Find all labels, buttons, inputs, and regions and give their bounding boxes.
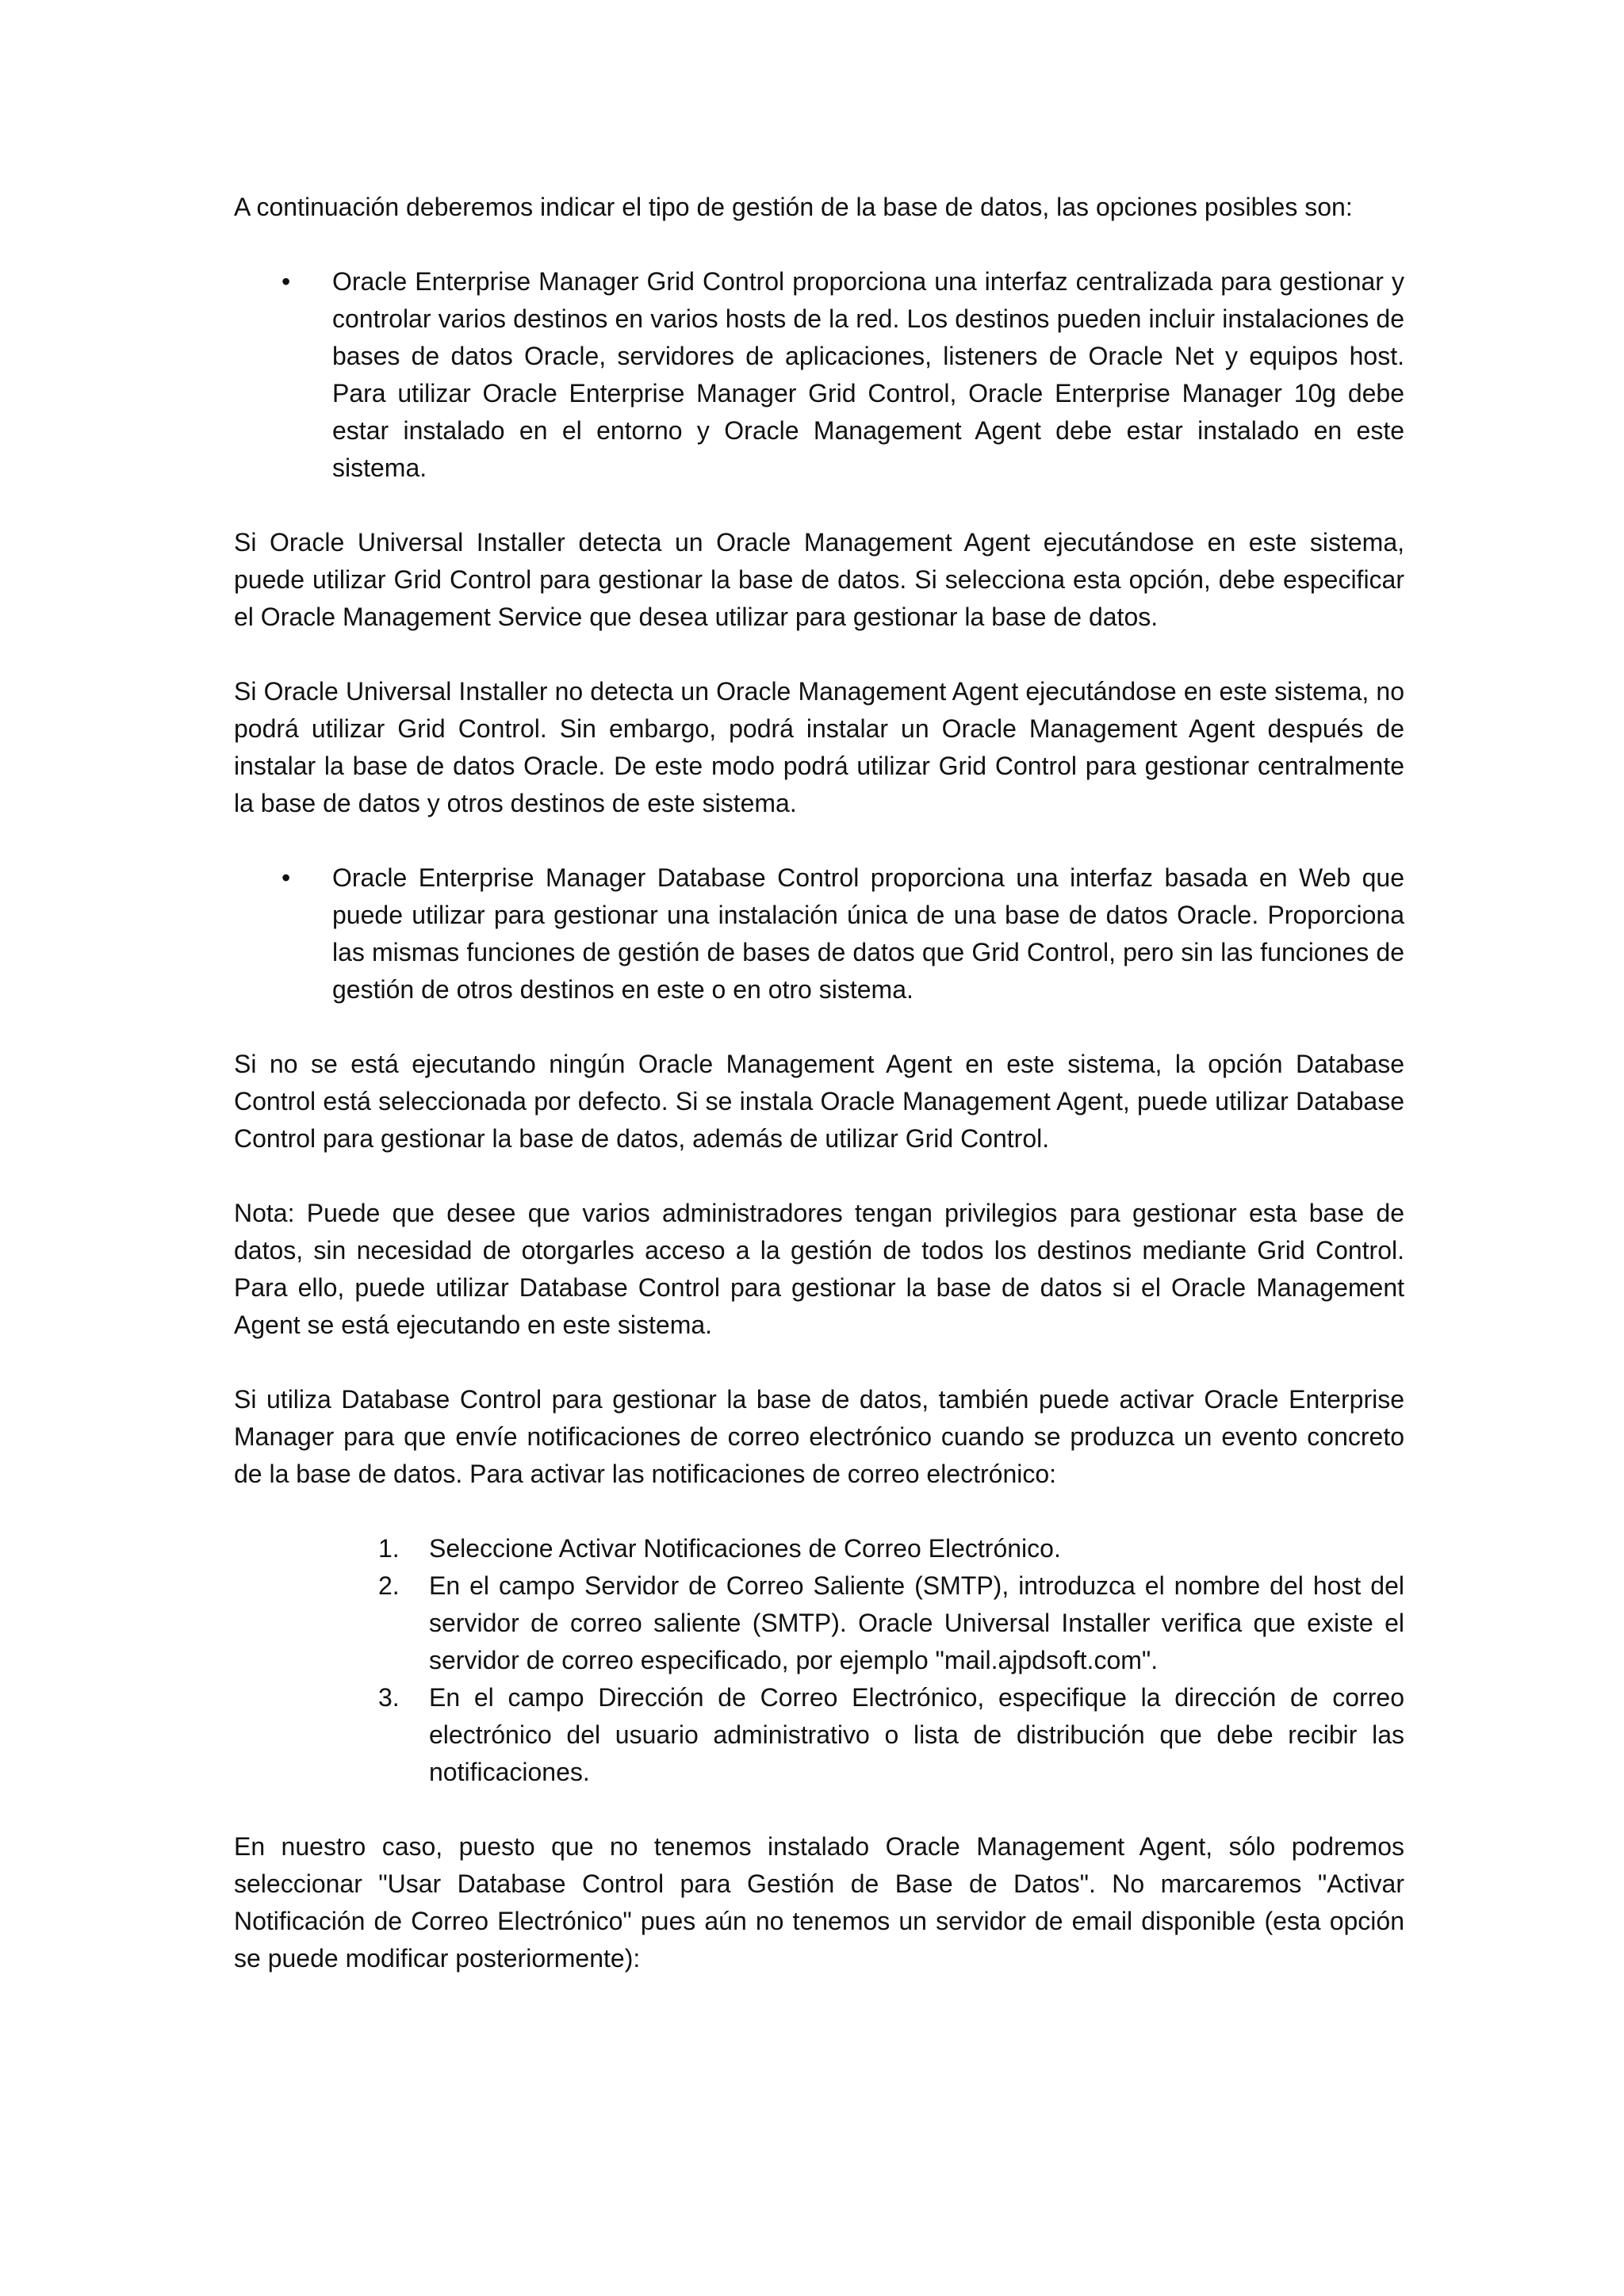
paragraph-agent-detected: Si Oracle Universal Installer detecta un Oracle Management Agent ejecutándose en este sistema, puede utilizar Grid Control para gestionar la base de datos. Si selecciona esta opción, debe especificar el Oracle Management Service que desea utilizar para gestionar la base de datos. xyxy=(234,528,1404,631)
bullet-marker: • xyxy=(282,267,291,296)
list-item xyxy=(378,1679,1404,1791)
list-item-grid-control xyxy=(282,263,1404,487)
paragraph-agent-not-detected: Si Oracle Universal Installer no detecta un Oracle Management Agent ejecutándose en este sistema, no podrá utilizar Grid Control. Sin embargo, podrá instalar un Oracle Management Agent después de instalar la base de datos Oracle. De este modo podrá utilizar Grid Control para gestionar centralmente la base de datos y otros destinos de este sistema. xyxy=(234,677,1404,817)
steps-list xyxy=(234,1530,1404,1791)
list-item-database-control xyxy=(282,859,1404,1008)
list-item-text: Oracle Enterprise Manager Database Control proporciona una interfaz basada en Web que puede utilizar para gestionar una instalación única de una base de datos Oracle. Proporciona las mismas funciones de gestión de bases de datos que Grid Control, pero sin las funciones de gestión de otros destinos en este o en otro sistema. xyxy=(332,863,1404,1004)
document-page xyxy=(234,189,1404,2015)
list-item-text: Oracle Enterprise Manager Grid Control proporciona una interfaz centralizada para gestionar y controlar varios destinos en varios hosts de la red. Los destinos pueden incluir instalaciones de bases de datos Oracle, servidores de aplicaciones, listeners de Oracle Net y equipos host. Para utilizar Oracle Enterprise Manager Grid Control, Oracle Enterprise Manager 10g debe estar instalado en el entorno y Oracle Management Agent debe estar instalado en este sistema. xyxy=(332,267,1404,482)
intro-paragraph: A continuación deberemos indicar el tipo de gestión de la base de datos, las opciones posibles son: xyxy=(234,193,1353,221)
list-item xyxy=(378,1530,1404,1567)
step-number: 1. xyxy=(378,1534,400,1563)
list-item xyxy=(378,1567,1404,1679)
step-number: 3. xyxy=(378,1683,400,1712)
database-control-list xyxy=(234,859,1404,1008)
paragraph-default-option: Si no se está ejecutando ningún Oracle Management Agent en este sistema, la opción Database Control está seleccionada por defecto. Si se instala Oracle Management Agent, puede utilizar Database Control para gestionar la base de datos, además de utilizar Grid Control. xyxy=(234,1050,1404,1153)
paragraph-email-notifications: Si utiliza Database Control para gestionar la base de datos, también puede activar Oracle Enterprise Manager para que envíe notificaciones de correo electrónico cuando se produzca un evento concreto de la base de datos. Para activar las notificaciones de correo electrónico: xyxy=(234,1385,1404,1488)
note-paragraph: Nota: Puede que desee que varios administradores tengan privilegios para gestionar esta base de datos, sin necesidad de otorgarles acceso a la gestión de todos los destinos mediante Grid Control. Para ello, puede utilizar Database Control para gestionar la base de datos si el Oracle Management Agent se está ejecutando en este sistema. xyxy=(234,1199,1404,1339)
step-text: Seleccione Activar Notificaciones de Correo Electrónico. xyxy=(429,1534,1061,1563)
step-text: En el campo Dirección de Correo Electrónico, especifique la dirección de correo electrónico del usuario administrativo o lista de distribución que debe recibir las notificaciones. xyxy=(429,1683,1404,1786)
bullet-marker: • xyxy=(282,863,291,892)
grid-control-list xyxy=(234,263,1404,487)
step-text: En el campo Servidor de Correo Saliente (SMTP), introduzca el nombre del host del servidor de correo saliente (SMTP). Oracle Universal Installer verifica que existe el servidor de correo especificado, por ejemplo "mail.ajpdsoft.com". xyxy=(429,1571,1404,1674)
closing-paragraph: En nuestro caso, puesto que no tenemos instalado Oracle Management Agent, sólo podremos seleccionar "Usar Database Control para Gestión de Base de Datos". No marcaremos "Activar Notificación de Correo Electrónico" pues aún no tenemos un servidor de email disponible (esta opción se puede modificar posteriormente): xyxy=(234,1832,1404,1973)
step-number: 2. xyxy=(378,1571,400,1600)
